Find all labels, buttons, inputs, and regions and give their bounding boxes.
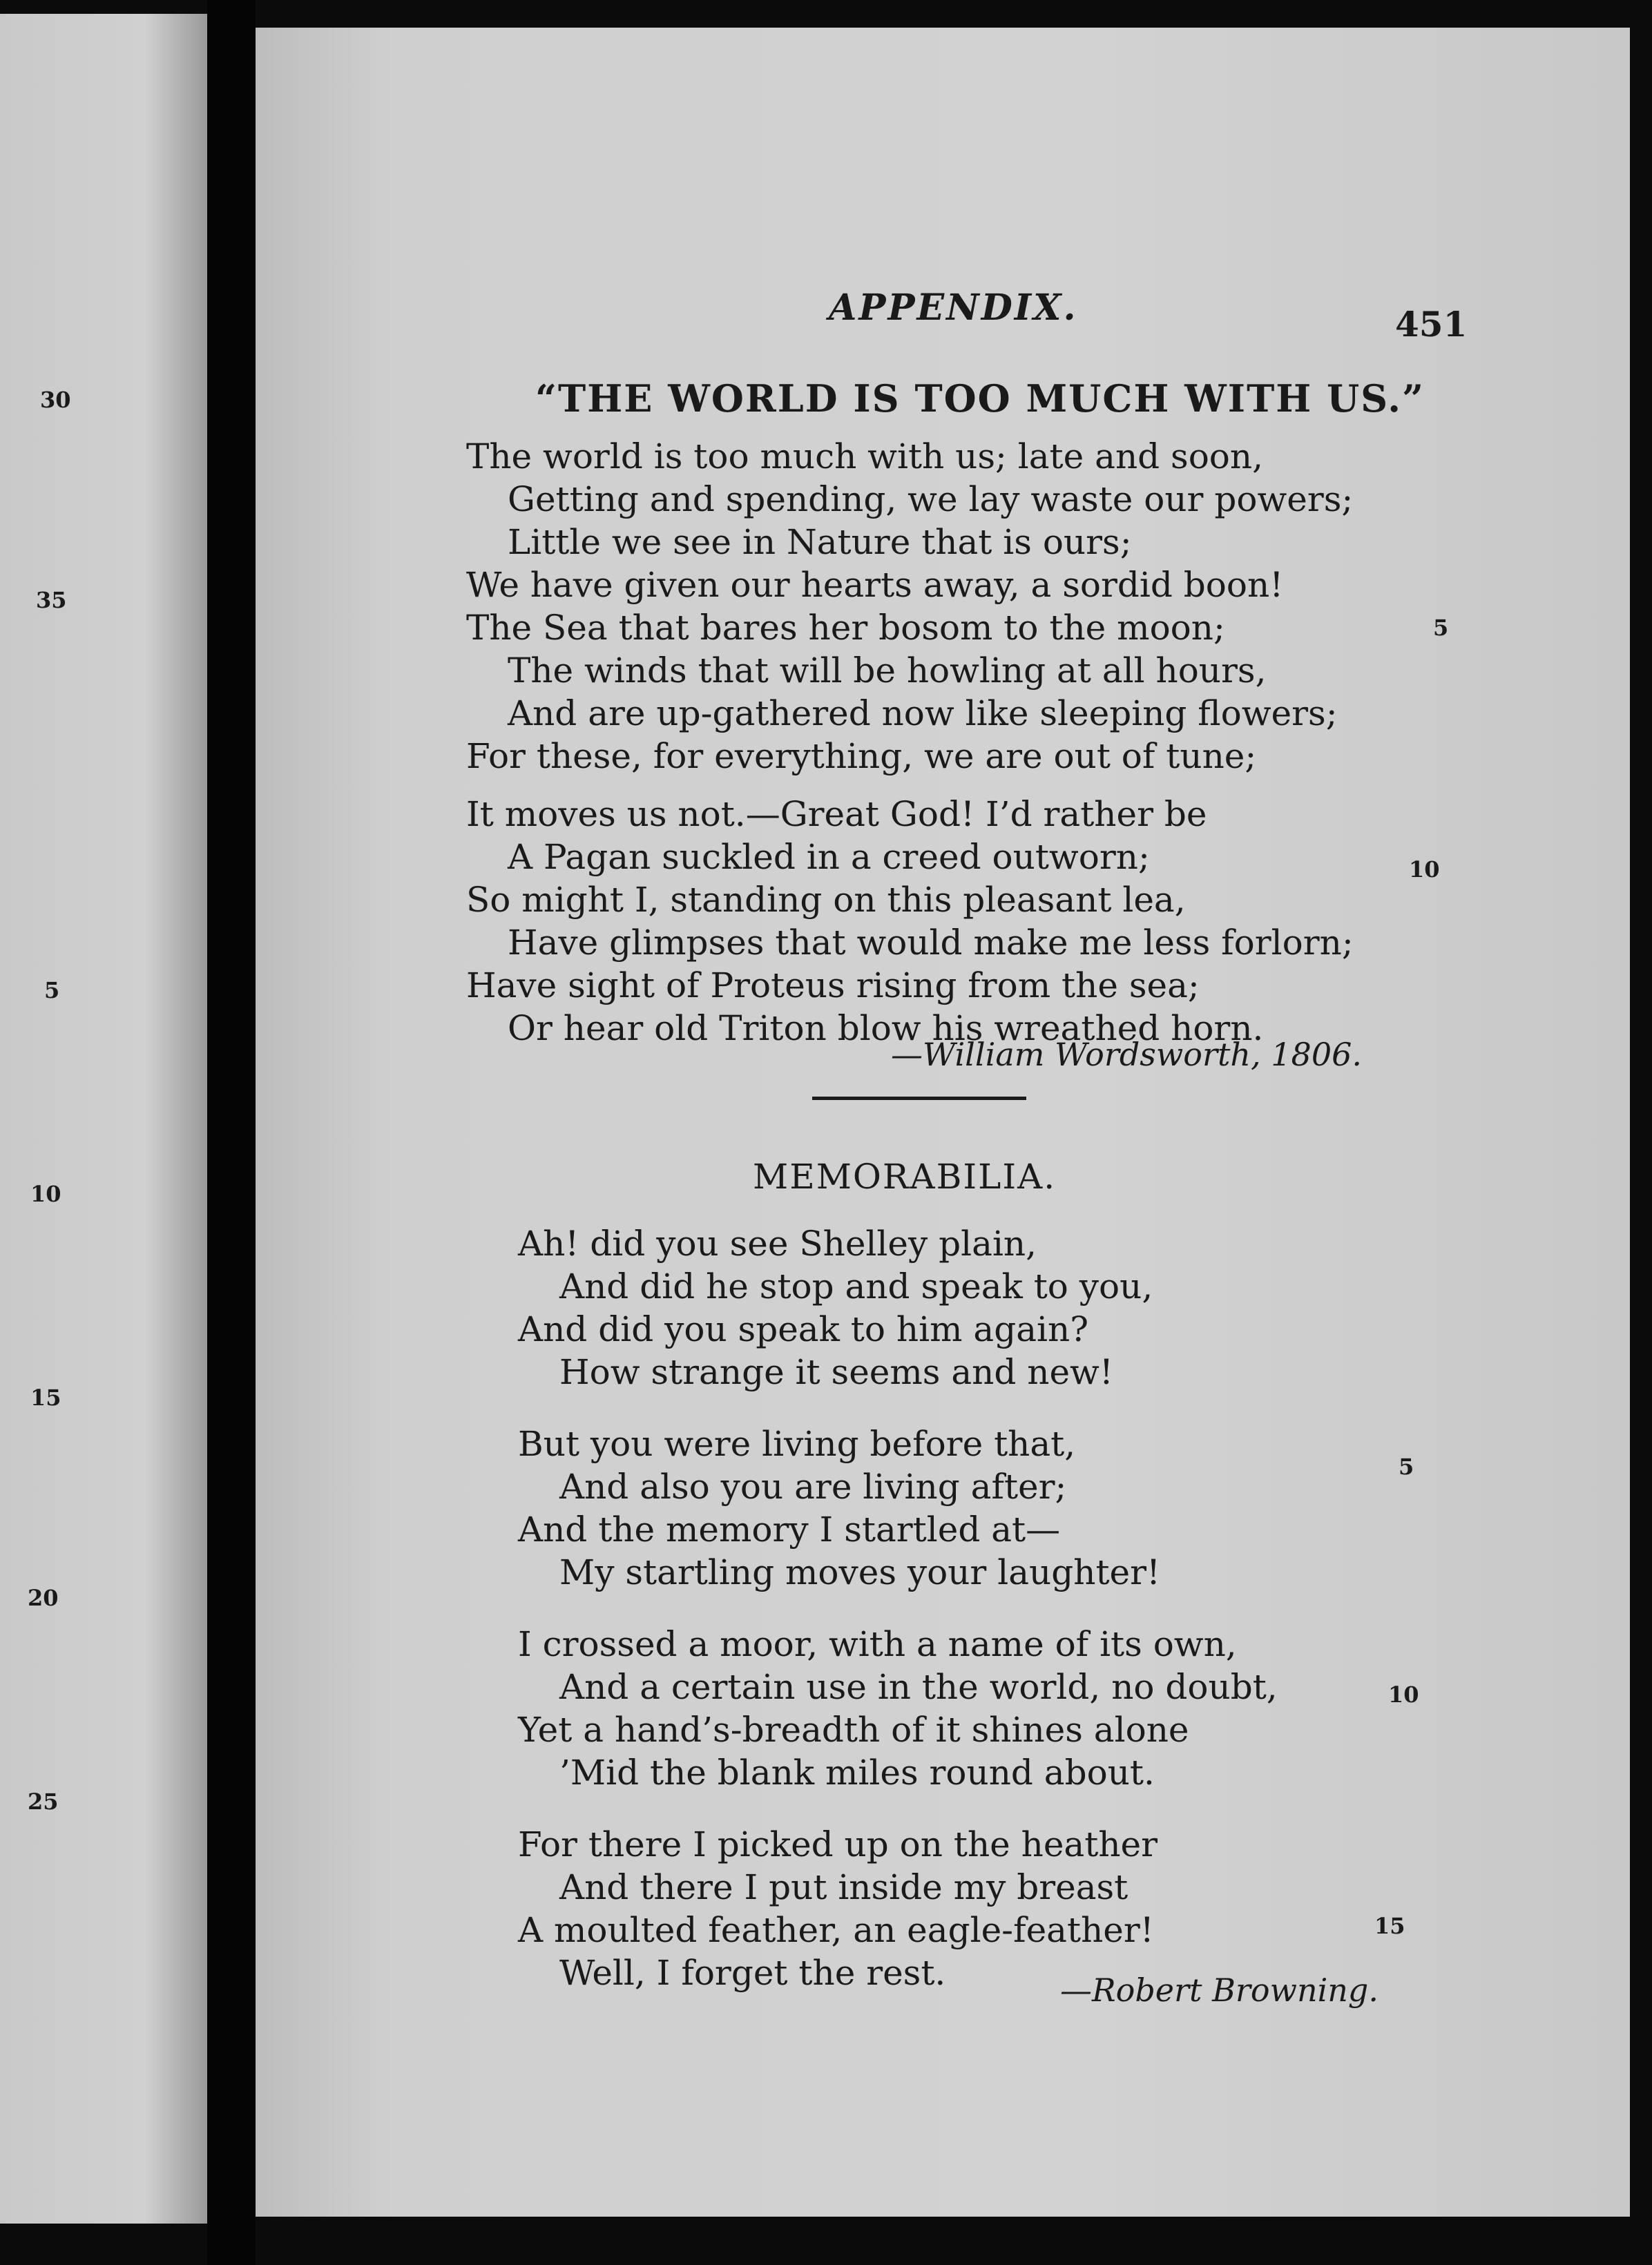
page-number: 451 xyxy=(1395,304,1468,345)
poem-line: My startling moves your laughter! xyxy=(559,1552,1161,1592)
poem-line: Or hear old Triton blow his wreathed horn. xyxy=(508,1008,1264,1048)
line-number: 10 xyxy=(1388,1681,1419,1708)
poem-line: Yet a hand’s-breadth of it shines alone xyxy=(518,1710,1189,1750)
page-header xyxy=(256,262,1630,345)
line-number: 5 xyxy=(1433,615,1449,641)
poem-line: We have given our hearts away, a sordid boon! xyxy=(466,565,1284,605)
attribution: —Robert Browning. xyxy=(1060,1972,1379,2009)
poem-line: Have sight of Proteus rising from the sea; xyxy=(466,965,1200,1005)
left-line-number: 25 xyxy=(28,1789,59,1815)
poem-title: MEMORABILIA. xyxy=(753,1157,1057,1197)
poem-body xyxy=(466,435,1354,1050)
book-gutter xyxy=(207,0,256,2265)
poem-line: And a certain use in the world, no doubt, xyxy=(559,1667,1278,1707)
line-number: 15 xyxy=(1374,1913,1405,1939)
poem-line: And there I put inside my breast xyxy=(559,1867,1128,1907)
poem-line: So might I, standing on this pleasant lea, xyxy=(466,880,1186,920)
poem-line: But you were living before that, xyxy=(518,1424,1076,1464)
book-page xyxy=(256,28,1630,2217)
poem-title: “THE WORLD IS TOO MUCH WITH US.” xyxy=(535,376,1425,421)
left-line-number: 30 xyxy=(40,387,71,413)
poem-line: And the memory I startled at— xyxy=(518,1510,1061,1550)
previous-page xyxy=(0,14,207,2224)
left-line-number: 15 xyxy=(30,1385,61,1411)
line-number: 10 xyxy=(1409,856,1440,883)
poem-line: A moulted feather, an eagle-feather! xyxy=(518,1910,1154,1950)
poem-body xyxy=(518,1222,1278,1994)
poem-line: The winds that will be howling at all hours, xyxy=(508,650,1267,691)
poem-line: The Sea that bares her bosom to the moon; xyxy=(466,608,1225,648)
poem-line: For these, for everything, we are out of tune; xyxy=(466,736,1257,776)
poem-line: And are up-gathered now like sleeping flowers; xyxy=(508,693,1338,733)
poem-line: I crossed a moor, with a name of its own, xyxy=(518,1624,1237,1664)
poem-line: Well, I forget the rest. xyxy=(559,1953,946,1993)
left-line-number: 10 xyxy=(30,1181,61,1207)
poem-line: ’Mid the blank miles round about. xyxy=(559,1753,1155,1793)
left-line-number: 5 xyxy=(44,977,60,1003)
line-number: 5 xyxy=(1399,1454,1414,1480)
poem-line: And did you speak to him again? xyxy=(518,1309,1089,1349)
poem-line: Getting and spending, we lay waste our powers; xyxy=(508,479,1354,519)
left-line-number: 35 xyxy=(36,587,67,613)
poem-line: For there I picked up on the heather xyxy=(518,1824,1158,1864)
poem-line: Have glimpses that would make me less forlorn; xyxy=(508,923,1354,963)
poem-line: A Pagan suckled in a creed outworn; xyxy=(508,837,1150,877)
running-head: APPENDIX. xyxy=(829,287,1078,329)
poem-line: The world is too much with us; late and soon, xyxy=(466,436,1264,476)
poem-line: And also you are living after; xyxy=(559,1467,1067,1507)
poem-line: It moves us not.—Great God! I’d rather be xyxy=(466,794,1207,834)
poem-line: Ah! did you see Shelley plain, xyxy=(518,1224,1037,1264)
poem-line: How strange it seems and new! xyxy=(559,1352,1113,1392)
left-line-number: 20 xyxy=(28,1585,59,1611)
section-divider xyxy=(812,1097,1026,1100)
attribution: —William Wordsworth, 1806. xyxy=(891,1036,1362,1073)
poem-line: Little we see in Nature that is ours; xyxy=(508,522,1132,562)
poem-line: And did he stop and speak to you, xyxy=(559,1266,1153,1307)
